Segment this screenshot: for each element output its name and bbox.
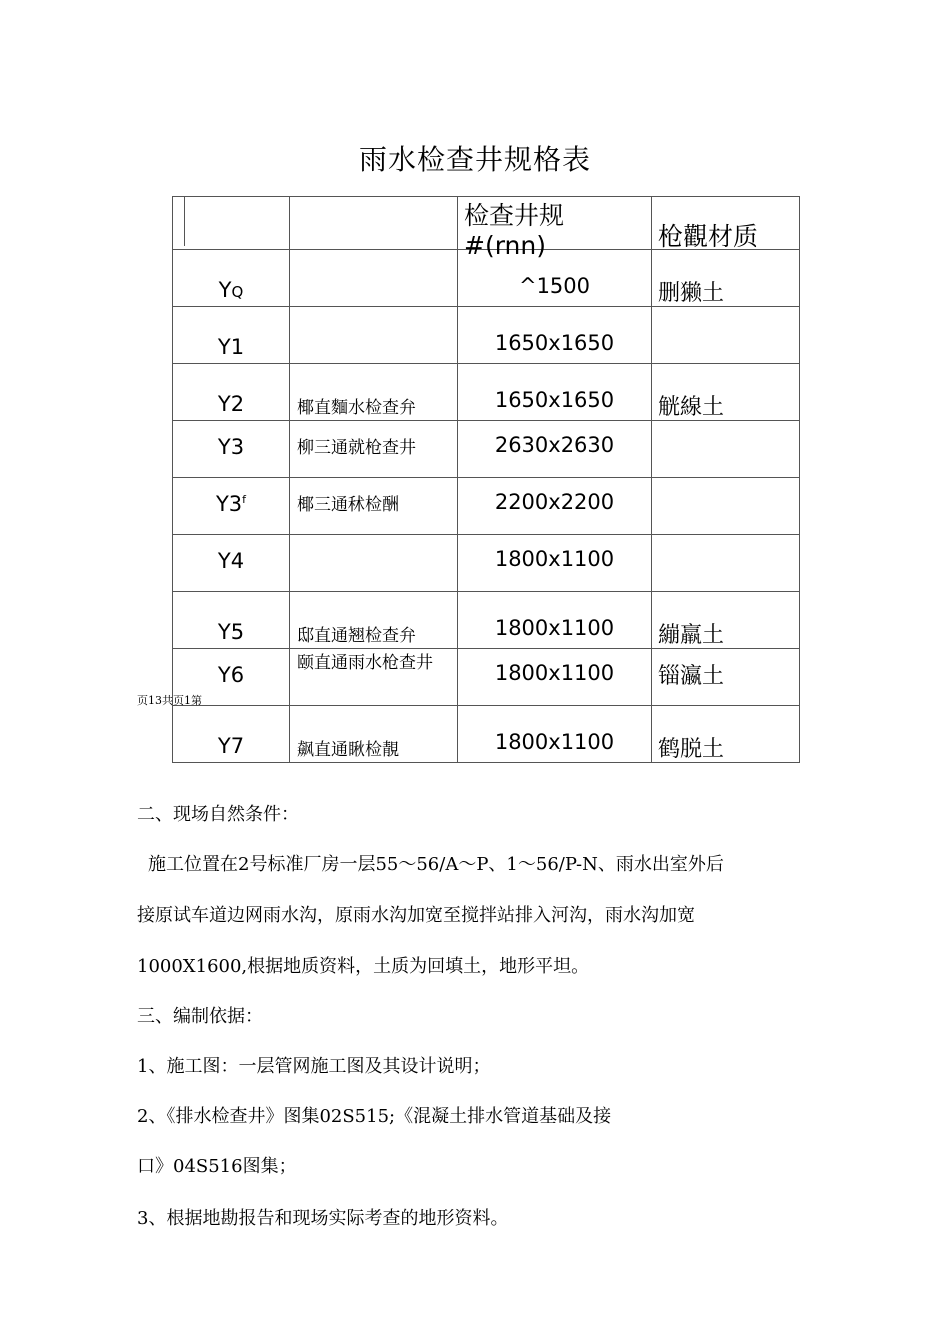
row-name — [290, 307, 458, 364]
row-id: Y3 — [173, 421, 290, 478]
row-material — [652, 307, 800, 364]
row-material — [652, 535, 800, 592]
table-row — [173, 478, 800, 535]
row-material: 繃羸土 — [652, 592, 800, 649]
row-size: 1650x1650 — [458, 307, 652, 364]
section-3-item-2: 2、《排水检查井》图集02S515;《混凝土排水管道基础及接 — [137, 1106, 612, 1127]
row-name — [290, 250, 458, 307]
row-id: Y3$^f$ — [173, 478, 290, 535]
header-cell-id — [173, 197, 290, 250]
row-material — [652, 421, 800, 478]
row-name: 飙直通瞅检靚 — [290, 706, 458, 763]
row-name — [290, 535, 458, 592]
row-size: 1800x1100 — [458, 706, 652, 763]
section-2-paragraph-line-3: 1000X1600,根据地质资料，土质为回填土，地形平坦。 — [137, 956, 590, 977]
row-material: 觥線土 — [652, 364, 800, 421]
page-footer-note: 页13共页1第 — [137, 694, 202, 707]
row-id: Y4 — [173, 535, 290, 592]
header-cell-name — [290, 197, 458, 250]
section-3-item-3: 3、根据地勘报告和现场实际考查的地形资料。 — [137, 1208, 509, 1229]
row-size: 1800x1100 — [458, 592, 652, 649]
row-material: 锱瀛土 — [652, 649, 800, 706]
table-row — [173, 706, 800, 763]
row-material: 鹤脱土 — [652, 706, 800, 763]
row-name: 椰直麵水检查弁 — [290, 364, 458, 421]
table-row — [173, 421, 800, 478]
section-2-heading: 二、现场自然条件： — [137, 804, 299, 825]
table-header-row — [173, 197, 800, 250]
row-size: 1800x1100 — [458, 649, 652, 706]
spec-table — [172, 196, 800, 763]
row-id: Y5 — [173, 592, 290, 649]
row-id: Y6 — [173, 649, 290, 706]
row-size: 1650x1650 — [458, 364, 652, 421]
row-material: 删獭土 — [652, 250, 800, 307]
row-id: Y1 — [173, 307, 290, 364]
row-size: 1800x1100 — [458, 535, 652, 592]
header-size-label: 检查井规 #(rnn) — [464, 201, 565, 260]
row-id: Y7 — [173, 706, 290, 763]
row-size: 2630x2630 — [458, 421, 652, 478]
section-3-item-2-continued: 口》04S516图集； — [137, 1156, 297, 1177]
section-3-heading: 三、编制依据： — [137, 1006, 263, 1027]
row-material — [652, 478, 800, 535]
table-row — [173, 307, 800, 364]
table-row — [173, 535, 800, 592]
section-3-item-1: 1、施工图：一层管网施工图及其设计说明； — [137, 1056, 491, 1077]
row-name: 椰三通秫检酬 — [290, 478, 458, 535]
table-row — [173, 364, 800, 421]
row-id: YQ — [173, 250, 290, 307]
row-name: 邸直通翘检查弁 — [290, 592, 458, 649]
row-size: ^1500 — [458, 250, 652, 307]
header-cell-material: 枪觀材质 — [652, 197, 800, 250]
table-row — [173, 649, 800, 706]
section-2-paragraph-line-2: 接原试车道边网雨水沟，原雨水沟加宽至搅拌站排入河沟，雨水沟加宽 — [137, 905, 695, 926]
row-size: 2200x2200 — [458, 478, 652, 535]
row-name: 颐直通雨水枪查井 — [290, 649, 458, 706]
row-id: Y2 — [173, 364, 290, 421]
row-name: 柳三通就枪查井 — [290, 421, 458, 478]
page-title: 雨水检查井规格表 — [358, 143, 591, 176]
header-cell-size — [458, 197, 652, 260]
table-row — [173, 592, 800, 649]
section-2-paragraph-line-1: 施工位置在2号标准厂房一层55〜56/A〜P、1〜56/P-N、雨水出室外后 — [148, 854, 724, 875]
